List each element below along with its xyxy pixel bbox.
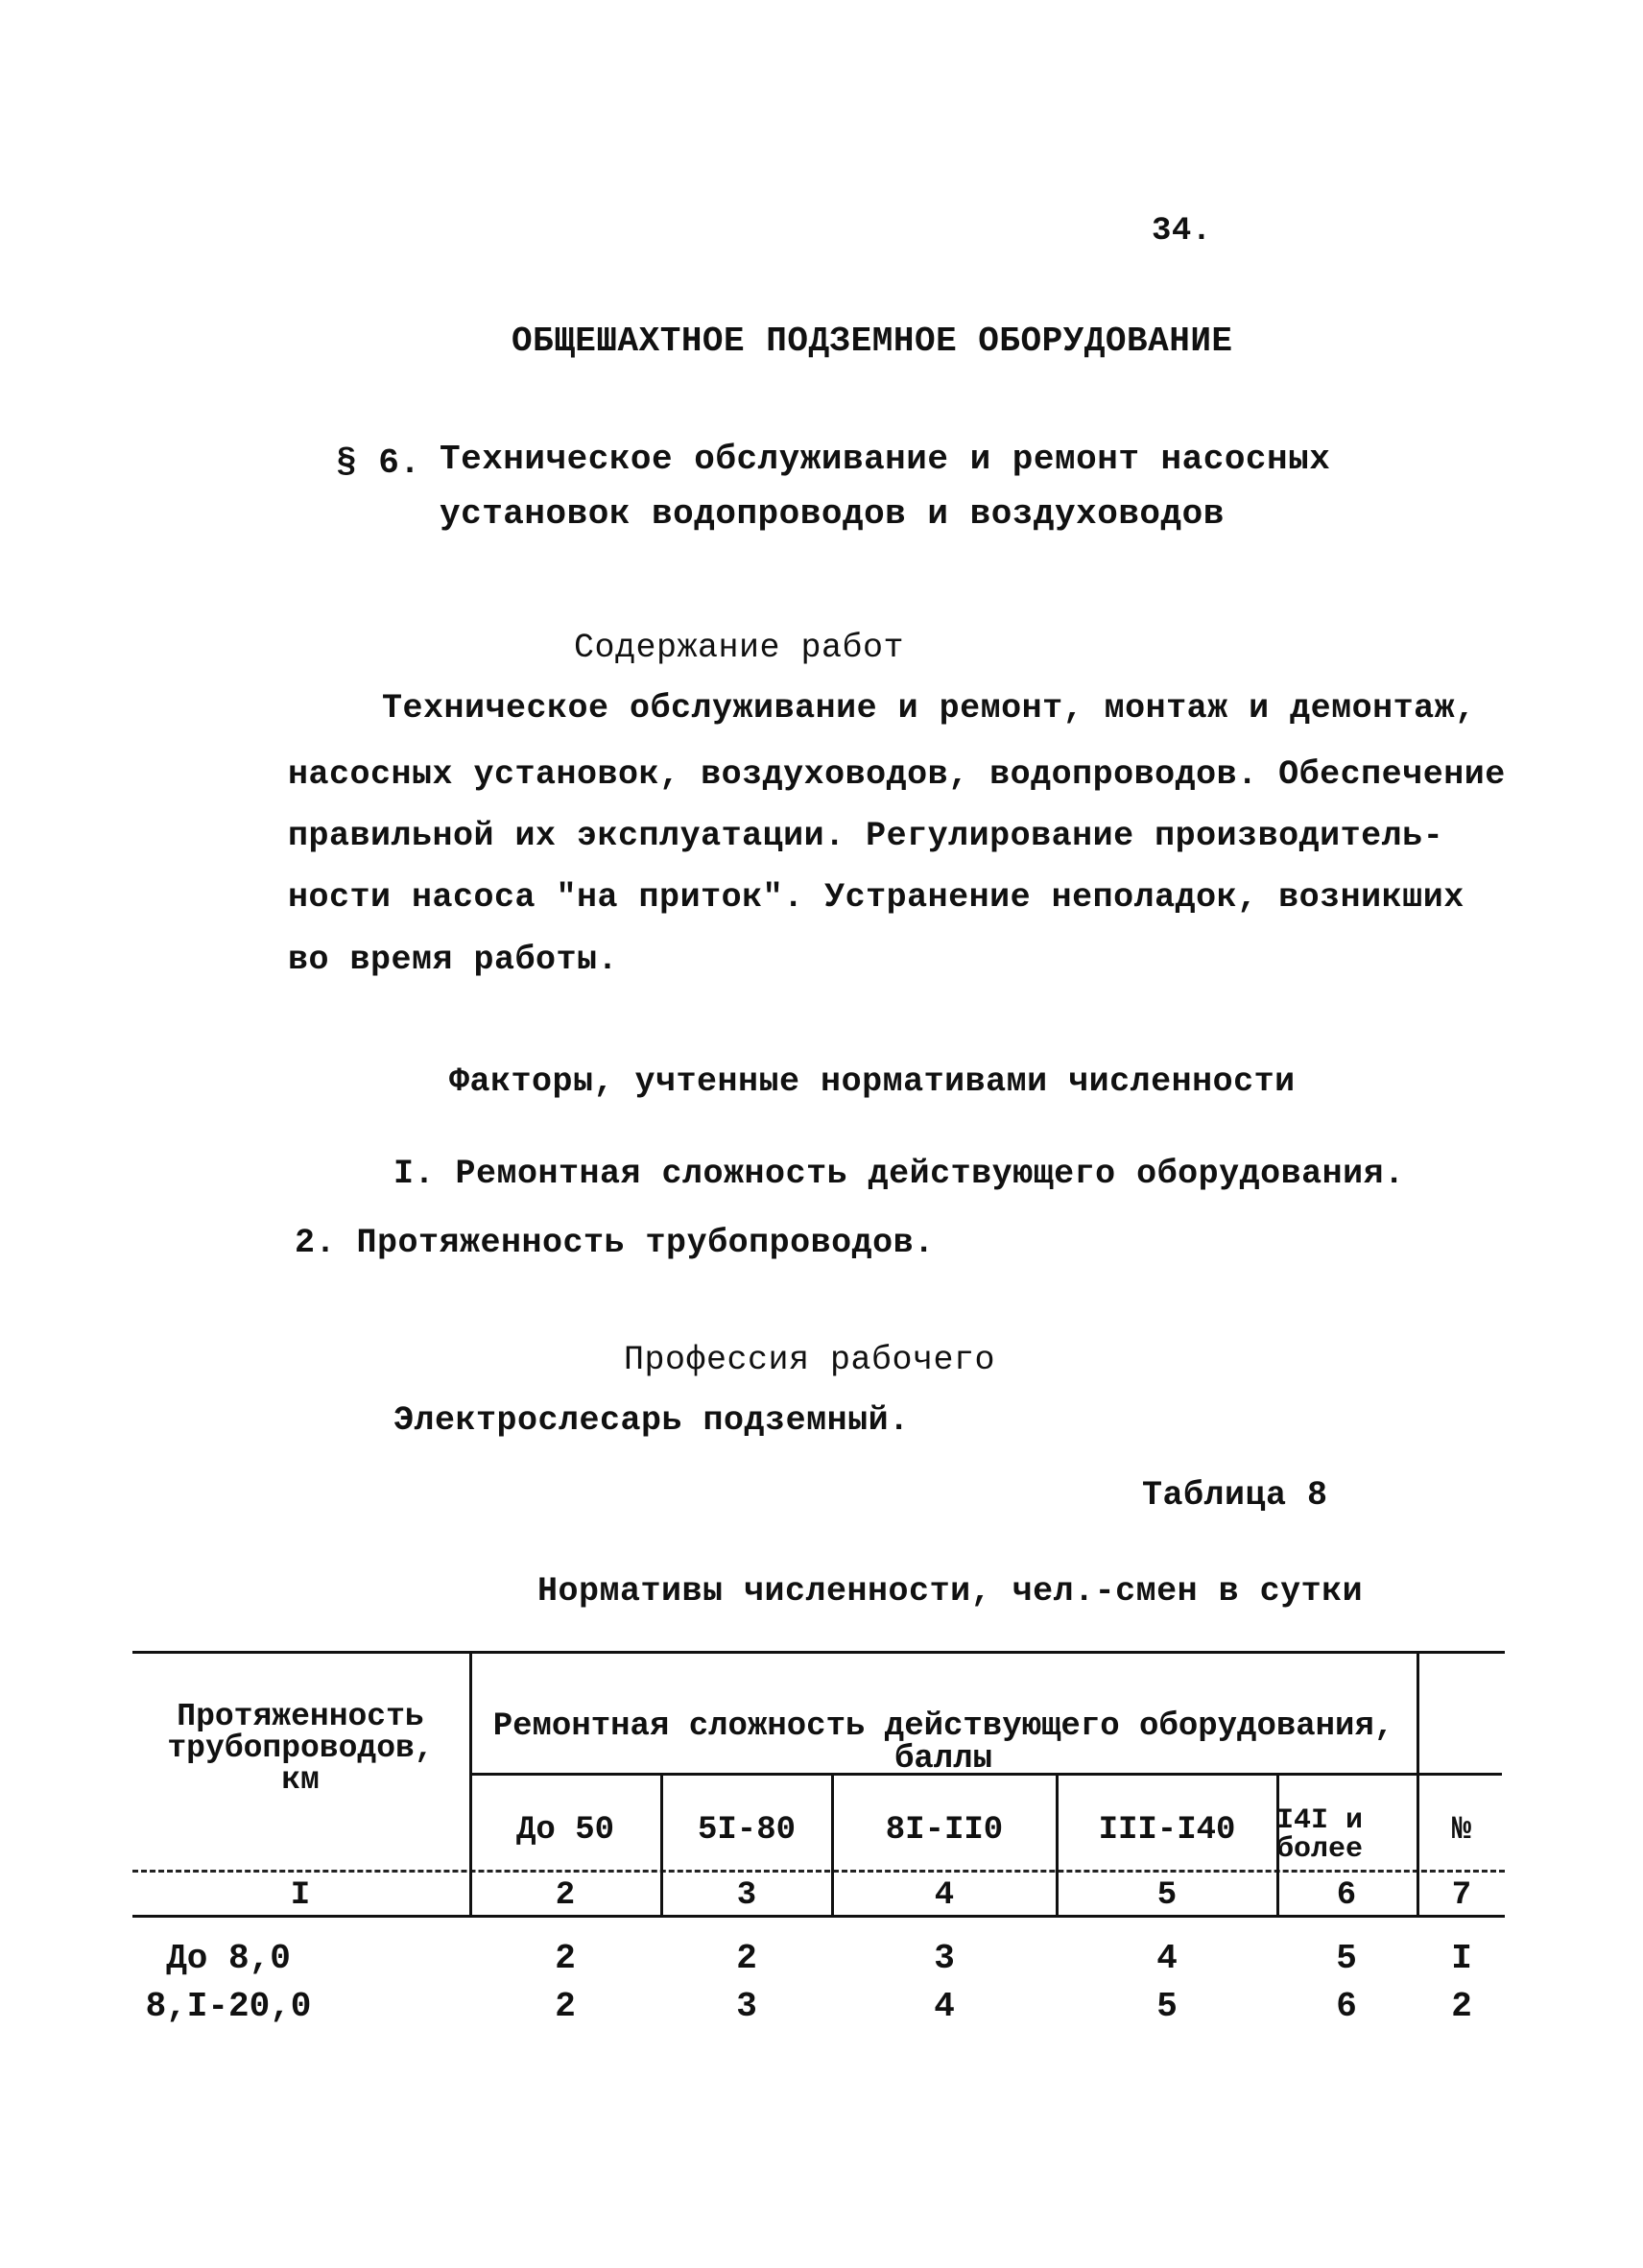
column-header-line: более bbox=[1276, 1833, 1364, 1866]
work-content-line: во время работы. bbox=[288, 941, 619, 979]
page-number: 34. bbox=[1152, 213, 1212, 250]
row-length: 8,I-20,0 bbox=[145, 1987, 312, 2026]
row-value: 6 bbox=[1336, 1987, 1357, 2026]
column-header: 8I-II0 bbox=[885, 1812, 1004, 1849]
norms-table bbox=[132, 1651, 1511, 2054]
work-content-line: Техническое обслуживание и ремонт, монтаж и демонтаж, bbox=[382, 689, 1476, 728]
row-length: До 8,0 bbox=[166, 1939, 291, 1978]
row-header-line: трубопроводов, bbox=[167, 1731, 434, 1766]
section-title-line1: Техническое обслуживание и ремонт насосных bbox=[440, 440, 1331, 479]
table-row bbox=[132, 1939, 1511, 1981]
row-num: 2 bbox=[1451, 1987, 1472, 2026]
row-header-line: Протяженность bbox=[177, 1699, 424, 1734]
row-value: 2 bbox=[736, 1939, 757, 1978]
row-value: 2 bbox=[555, 1987, 576, 2026]
factor-item: I. Ремонтная сложность действующего оборудования. bbox=[393, 1155, 1405, 1193]
column-header-line: I4I и bbox=[1276, 1804, 1364, 1837]
table-caption: Нормативы численности, чел.-смен в сутки bbox=[537, 1572, 1364, 1611]
factors-title: Факторы, учтенные нормативами численности bbox=[449, 1062, 1296, 1101]
column-number: 5 bbox=[1156, 1877, 1178, 1914]
section-title-line2: установок водопроводов и воздуховодов bbox=[440, 494, 1225, 534]
section-number: § 6. bbox=[336, 443, 421, 483]
profession-title: Профессия рабочего bbox=[624, 1341, 996, 1379]
column-header: До 50 bbox=[515, 1812, 615, 1849]
group-header-line: баллы bbox=[893, 1741, 993, 1778]
column-number: 3 bbox=[736, 1877, 757, 1914]
column-number: 7 bbox=[1451, 1877, 1472, 1914]
row-value: 3 bbox=[934, 1939, 955, 1978]
table-row bbox=[132, 1987, 1511, 2029]
column-header: III-I40 bbox=[1098, 1812, 1236, 1849]
row-num: I bbox=[1451, 1939, 1472, 1978]
column-number: 2 bbox=[555, 1877, 576, 1914]
row-header bbox=[132, 1701, 468, 1796]
row-header-line: км bbox=[281, 1762, 320, 1798]
row-value: 3 bbox=[736, 1987, 757, 2026]
column-number: 4 bbox=[934, 1877, 955, 1914]
group-header bbox=[470, 1710, 1417, 1776]
factor-item: 2. Протяженность трубопроводов. bbox=[295, 1224, 935, 1262]
column-header: 5I-80 bbox=[697, 1812, 797, 1849]
row-value: 4 bbox=[1156, 1939, 1178, 1978]
row-value: 5 bbox=[1156, 1987, 1178, 2026]
column-header bbox=[1276, 1806, 1417, 1864]
group-header-line: Ремонтная сложность действующего оборудования, bbox=[492, 1708, 1394, 1745]
page-title: ОБЩЕШАХТНОЕ ПОДЗЕМНОЕ ОБОРУДОВАНИЕ bbox=[512, 322, 1233, 361]
column-header: № bbox=[1451, 1812, 1472, 1849]
profession-value: Электрослесарь подземный. bbox=[393, 1401, 910, 1440]
table-label: Таблица 8 bbox=[1142, 1476, 1328, 1515]
work-content-title: Содержание работ bbox=[574, 629, 905, 667]
work-content-line: насосных установок, воздуховодов, водопроводов. Обеспечение bbox=[288, 755, 1506, 794]
column-number: I bbox=[290, 1877, 311, 1914]
row-value: 5 bbox=[1336, 1939, 1357, 1978]
work-content-line: правильной их эксплуатации. Регулирование производитель- bbox=[288, 817, 1444, 855]
row-value: 4 bbox=[934, 1987, 955, 2026]
row-value: 2 bbox=[555, 1939, 576, 1978]
column-number: 6 bbox=[1336, 1877, 1357, 1914]
work-content-line: ности насоса "на приток". Устранение неполадок, возникших bbox=[288, 878, 1464, 917]
